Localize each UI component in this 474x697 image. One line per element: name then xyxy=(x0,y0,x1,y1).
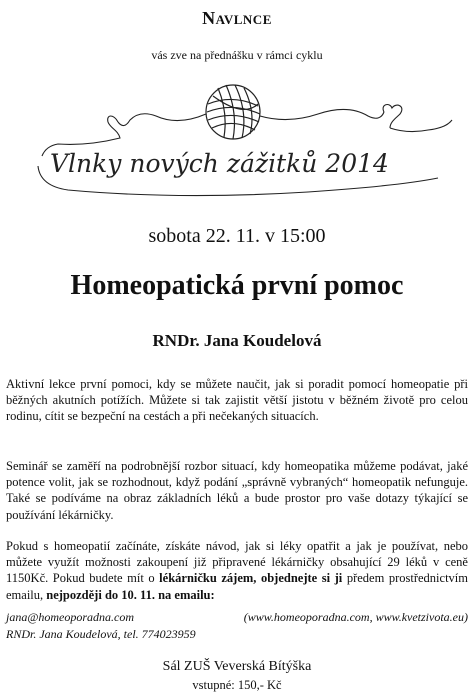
event-date: sobota 22. 11. v 15:00 xyxy=(148,225,326,247)
contact-email[interactable]: jana@homeoporadna.com xyxy=(6,610,135,624)
kit-text-a: Pokud s homeopatií začínáte, získáte návod, jak si léky opatřit a jak je používat, nebo můžete využít možnosti zakoupení již připravené lékárničky obsahující 29 léků v ceně 1150Kč. Pokud budete mít o xyxy=(6,539,468,586)
entry-fee: vstupné: 150,- Kč xyxy=(192,678,282,692)
logo-text: Vlnky nových zážitků 2014 xyxy=(50,149,389,178)
invite-line: vás zve na přednášku v rámci cyklu xyxy=(151,48,323,62)
contact-block xyxy=(6,609,468,642)
event-title: Homeopatická první pomoc xyxy=(70,270,404,301)
venue-place: Sál ZUŠ Veverská Bítýška xyxy=(162,659,312,674)
kit-text-order: lékárničku zájem, objednejte si ji xyxy=(159,571,343,586)
organization-name: Navlnce xyxy=(202,8,272,28)
kit-text-deadline: nejpozději do 10. 11. na emailu: xyxy=(46,587,215,602)
contact-websites[interactable]: (www.homeoporadna.com, www.kvetzivota.eu) xyxy=(243,610,468,624)
venue-block xyxy=(0,657,474,695)
lecturer-name: RNDr. Jana Koudelová xyxy=(152,331,322,350)
kit-text-c: předem prostřednictvím emailu, xyxy=(6,571,468,602)
paragraph-intro: Aktivní lekce první pomoci, kdy se můžete naučit, jak si poradit pomocí homeopatie při běžných akutních potížích. Můžete si tak zajistit větší jistotu v běžném životě pro celou rodinu, cítit se bezpeční na cestách a při nečekaných situacích. xyxy=(6,377,468,424)
paragraph-kit xyxy=(6,538,468,603)
contact-phone: RNDr. Jana Koudelová, tel. 774023959 xyxy=(6,626,196,641)
series-logo xyxy=(28,74,458,202)
yarn-ball-icon xyxy=(28,74,458,202)
paragraph-seminar: Seminář se zaměří na podrobnější rozbor situací, kdy homeopatika můžeme podávat, jaké potence volit, jak se rozhodnout, když podání „správně vybraných“ homeopatik nefunguje. Také se podíváme na obraz základních léků a bude prostor pro vaše dotazy týkající se používání lékárničky. xyxy=(6,459,468,522)
